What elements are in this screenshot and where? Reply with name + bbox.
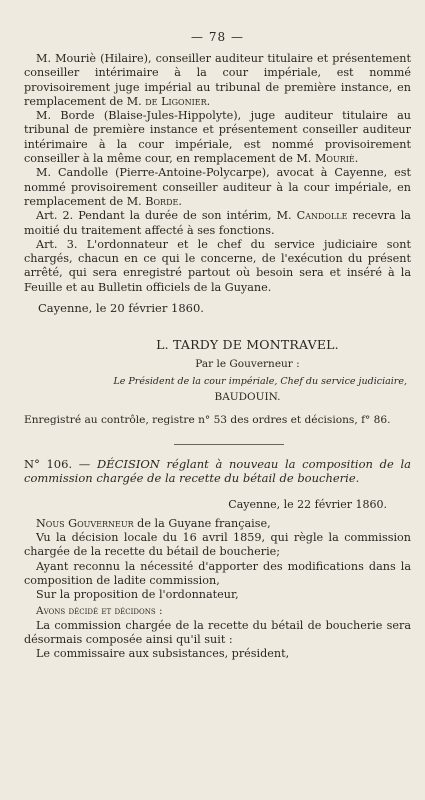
name-small-caps: de Ligonier — [145, 94, 207, 108]
name-small-caps: Borde — [145, 194, 179, 208]
paragraph-borde — [24, 109, 411, 166]
name-small-caps: Candolle — [296, 209, 348, 223]
paragraph-mourie — [24, 52, 411, 109]
paragraph-tail: . — [206, 94, 211, 108]
place-date: Cayenne, le 20 février 1860. — [38, 301, 204, 316]
decision-heading — [24, 457, 411, 486]
decision-paragraph-governor — [24, 517, 411, 531]
paragraph-text: (Blaise-Jules-Hippolyte), juge auditeur titulaire au tribunal de première instance et présentement conseiller auditeur intérimaire à la cour impériale, est nommé provisoirement conseiller à la même cour, en remplacement de M. — [24, 109, 412, 166]
paragraph-tail: . — [178, 194, 182, 208]
article-number: Art. 3. — [36, 237, 78, 251]
name-small-caps: Mouriè — [314, 152, 355, 166]
decision-title: DÉCISION réglant à nouveau la composition de la commission chargée de la recette du bétail de boucherie. — [24, 456, 412, 486]
paragraph-text: L'ordonnateur et le chef du service judiciaire sont chargés, chacun en ce qui le concerne, de l'exécution du présent arrêté, qui sera enregistré partout où besoin sera et inséré à la Feuille et au Bulletin officiels de la Guyane. — [24, 237, 411, 294]
decision-formula: Avons décidé et décidons : — [36, 605, 163, 618]
heading-dash: — — [72, 456, 97, 471]
paragraph-text: (Hilaire), conseiller auditeur titulaire et présentement conseiller intérimaire à la cour impériale, est nommé provisoirement juge impérial au tribunal de première instance, en remplacement de M. — [24, 52, 411, 108]
decision-paragraph-vu: Vu la décision locale du 16 avril 1859, qui règle la commission chargée de la recette du bétail de boucherie; — [24, 530, 411, 559]
decision-paragraph-ayant: Ayant reconnu la nécessité d'apporter des modifications dans la composition de ladite commission, — [24, 559, 411, 587]
paragraph-text: Pendant la durée de son intérim, M. — [73, 209, 297, 223]
signature-title: Le Président de la cour impériale, Chef du service judiciaire, — [113, 376, 407, 388]
section-divider — [174, 444, 284, 445]
paragraph-art-3 — [24, 238, 411, 295]
paragraph-art-2 — [24, 209, 411, 238]
decision-article-1-list: Le commissaire aux subsistances, président, — [36, 647, 290, 661]
name-lead: M. Borde — [36, 109, 95, 123]
decision-article-1: La commission chargée de la recette du bétail de boucherie sera désormais composée ainsi qu'il suit : — [24, 618, 411, 647]
paragraph-text: de la Guyane française, — [133, 516, 271, 530]
name-lead: M. Mouriè — [36, 52, 97, 65]
decision-paragraph-sur: Sur la proposition de l'ordonnateur, — [36, 588, 239, 602]
countersignature: BAUDOUIN. — [214, 391, 281, 404]
governor-small-caps: Nous Gouverneur — [36, 516, 134, 530]
article-number: Art. 2. — [36, 209, 74, 223]
registry-note: Enregistré au contrôle, registre n° 53 des ordres et décisions, f° 86. — [24, 414, 391, 427]
decision-number: N° 106. — [24, 456, 73, 471]
paragraph-text: (Pierre-Antoine-Polycarpe), avocat à Cayenne, est nommé provisoirement conseiller auditeur à la cour impériale, en remplacement de M. — [24, 166, 411, 208]
name-lead: M. Candolle — [36, 166, 109, 180]
paragraph-candolle — [24, 166, 411, 209]
paragraph-tail: . — [354, 152, 359, 166]
decision-date: Cayenne, le 22 février 1860. — [228, 497, 387, 511]
signature-name: L. TARDY DE MONTRAVEL. — [156, 337, 339, 353]
paragraph-tail: recevra la moitié du traitement affecté à ses fonctions. — [24, 209, 411, 237]
page-number: — 78 — — [191, 30, 244, 44]
signature-by-line: Par le Gouverneur : — [195, 358, 300, 371]
